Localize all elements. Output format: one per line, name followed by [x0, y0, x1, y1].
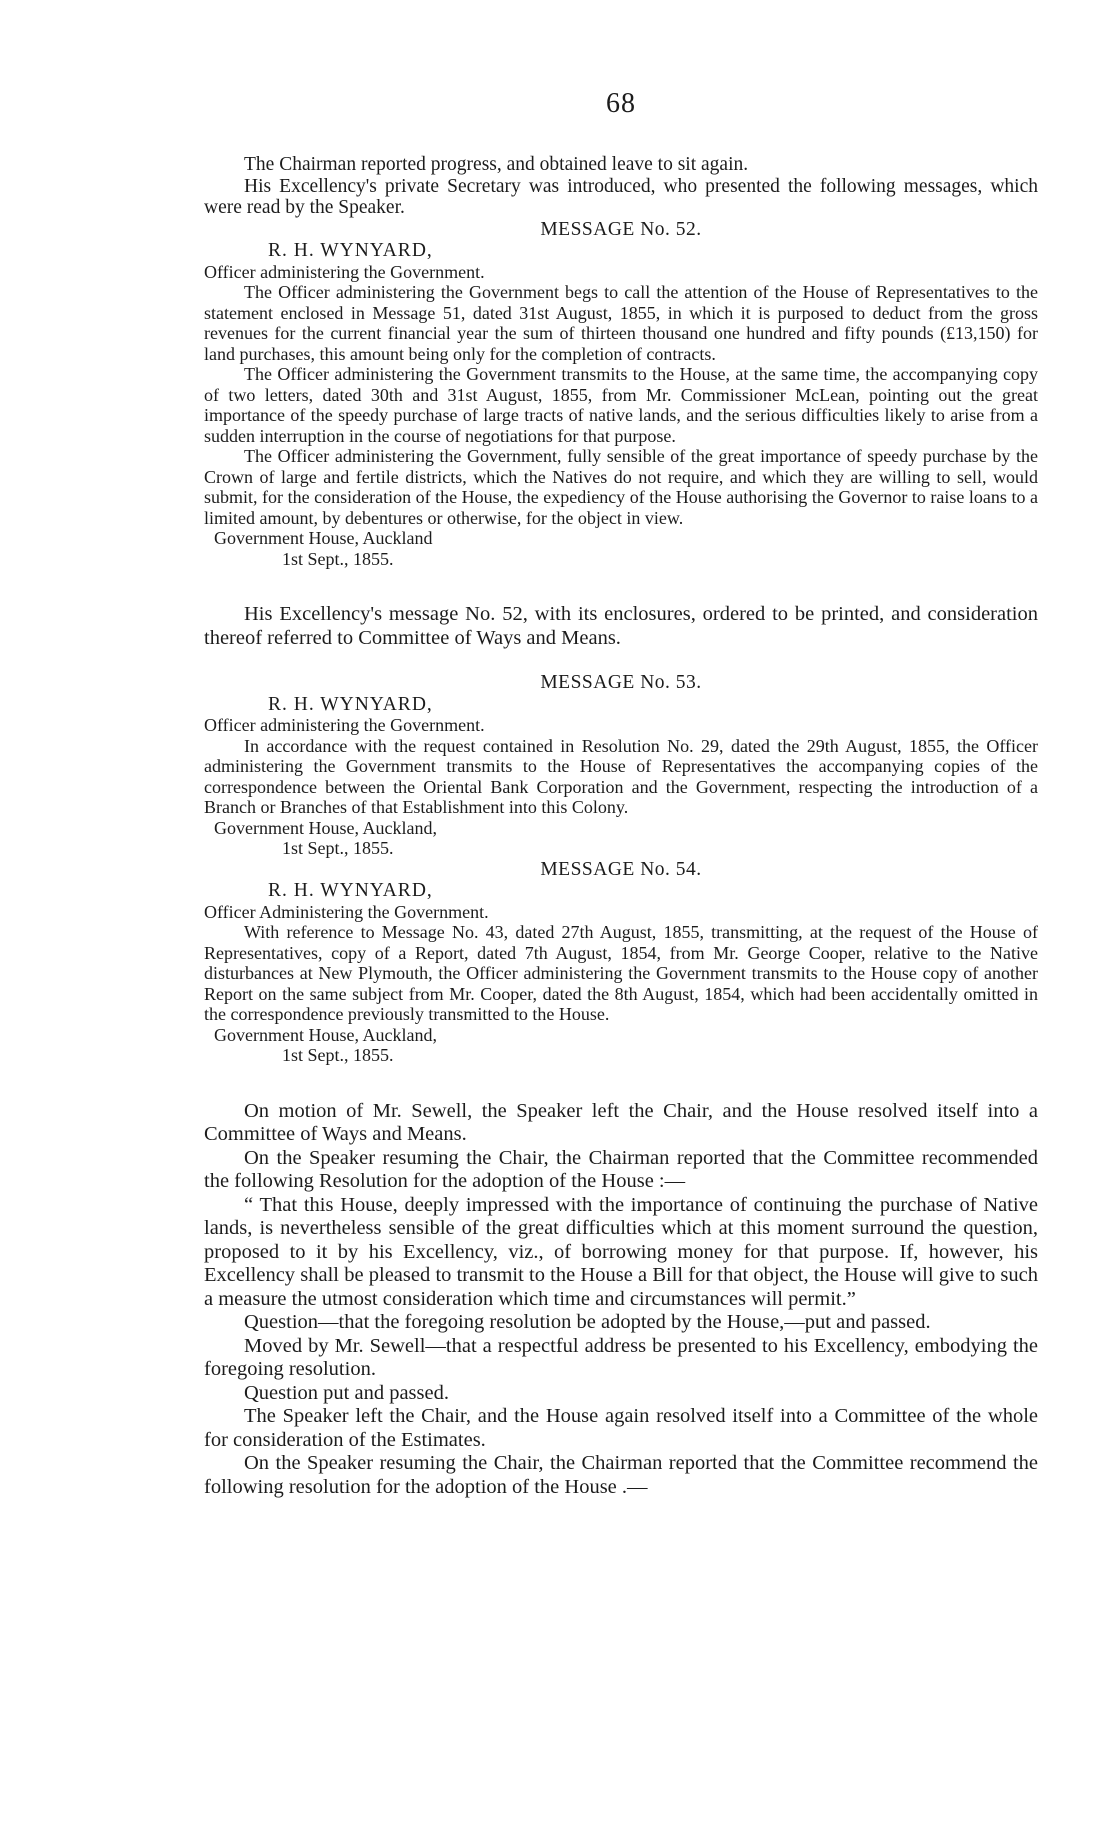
proceedings-paragraph: Question—that the foregoing resolution be adopted by the House,—put and passed. — [244, 1311, 931, 1333]
message-52 — [204, 219, 1038, 570]
message-53-date: 1st Sept., 1855. — [282, 838, 394, 858]
message-52-place: Government House, Auckland — [214, 528, 433, 548]
message-52-heading: MESSAGE No. 52. — [540, 218, 702, 240]
opening-section — [204, 154, 1038, 219]
resolution-quote: “ That this House, deeply impressed with the importance of continuing the purchase of Native lands, is nevertheless sensible of the great difficulties which at this moment surround the question, proposed to it by his Excellency, viz., of borrowing money for that purpose. If, however, his Excellency shall be pleased to transmit to the House a Bill for that object, the House will give to such a measure the utmost consideration which time and circumstances will permit.” — [204, 1193, 1038, 1310]
proceedings-paragraph: On the Speaker resuming the Chair, the Chairman reported that the Committee recommended the following Resolution for the adoption of the House :— — [204, 1146, 1038, 1192]
proceedings-section — [204, 1100, 1038, 1500]
message-54-office: Officer Administering the Government. — [204, 901, 489, 922]
message-53-paragraph: In accordance with the request contained in Resolution No. 29, dated the 29th August, 1855, the Officer administering the Government transmits to the House of Representatives the accompanying copies of the correspondence between the Oriental Bank Corporation and the Government, respecting the introduction of a Branch or Branches of that Establishment into this Colony. — [204, 735, 1038, 817]
opening-paragraph: The Chairman reported progress, and obtained leave to sit again. — [244, 154, 749, 175]
message-54-paragraph: With reference to Message No. 43, dated 27th August, 1855, transmitting, at the request of the House of Representatives, copy of a Report, dated 7th August, 1854, from Mr. George Cooper, relative to the Native disturbances at New Plymouth, the Officer administering the Government transmits to the House copy of another Report on the same subject from Mr. Cooper, dated the 8th August, 1854, which had been accidentally omitted in the correspondence previously transmitted to the House. — [204, 922, 1038, 1024]
message-53 — [204, 672, 1038, 859]
proceedings-paragraph: The Speaker left the Chair, and the House again resolved itself into a Committee of the whole for consideration of the Estimates. — [204, 1405, 1038, 1451]
message-53-signatory: R. H. WYNYARD, — [268, 693, 433, 715]
message-53-office: Officer administering the Government. — [204, 715, 485, 735]
order-message-52: His Excellency's message No. 52, with its enclosures, ordered to be printed, and consideration thereof referred to Committee of Ways and Means. — [204, 603, 1038, 649]
proceedings-paragraph: Question put and passed. — [244, 1381, 449, 1404]
proceedings-paragraph: On the Speaker resuming the Chair, the Chairman reported that the Committee recommend the following resolution for the adoption of the House .— — [204, 1452, 1038, 1498]
message-54-heading: MESSAGE No. 54. — [540, 858, 702, 880]
message-52-paragraph: The Officer administering the Government begs to call the attention of the House of Representatives to the statement enclosed in Message 51, dated 31st August, 1855, in which it is purposed to deduct from the gross revenues for the current financial year the sum of thirteen thousand one hundred and fifty pounds (£13,150) for land purchases, this amount being only for the completion of contracts. — [204, 282, 1038, 364]
message-52-paragraph: The Officer administering the Government transmits to the House, at the same time, the accompanying copy of two letters, dated 30th and 31st August, 1855, from Mr. Commissioner McLean, pointing out the great importance of the speedy purchase of large tracts of native lands, and the serious difficulties likely to arise from a sudden interruption in the course of negotiations for that purpose. — [204, 364, 1038, 446]
message-54-signatory: R. H. WYNYARD, — [268, 880, 433, 901]
message-54-place: Government House, Auckland, — [214, 1024, 437, 1045]
message-52-signatory: R. H. WYNYARD, — [268, 240, 433, 261]
message-52-office: Officer administering the Government. — [204, 261, 485, 282]
message-54-date: 1st Sept., 1855. — [282, 1045, 394, 1065]
message-52-paragraph: The Officer administering the Government, fully sensible of the great importance of speedy purchase by the Crown of large and fertile districts, which the Natives do not require, and which they are willing to sell, would submit, for the consideration of the House, the expediency of the House authorising the Governor to raise loans to a limited amount, by debentures or otherwise, for the object in view. — [204, 446, 1038, 528]
message-54 — [204, 859, 1038, 1066]
opening-paragraph: His Excellency's private Secretary was introduced, who presented the following messages, which were read by the Speaker. — [204, 175, 1038, 218]
proceedings-paragraph: On motion of Mr. Sewell, the Speaker left the Chair, and the House resolved itself into a Committee of Ways and Means. — [204, 1099, 1038, 1145]
proceedings-paragraph: Moved by Mr. Sewell—that a respectful address be presented to his Excellency, embodying the foregoing resolution. — [204, 1334, 1038, 1380]
page-number: 68 — [606, 88, 636, 119]
message-52-date: 1st Sept., 1855. — [282, 548, 394, 569]
message-53-heading: MESSAGE No. 53. — [540, 672, 702, 693]
message-53-place: Government House, Auckland, — [214, 817, 437, 838]
